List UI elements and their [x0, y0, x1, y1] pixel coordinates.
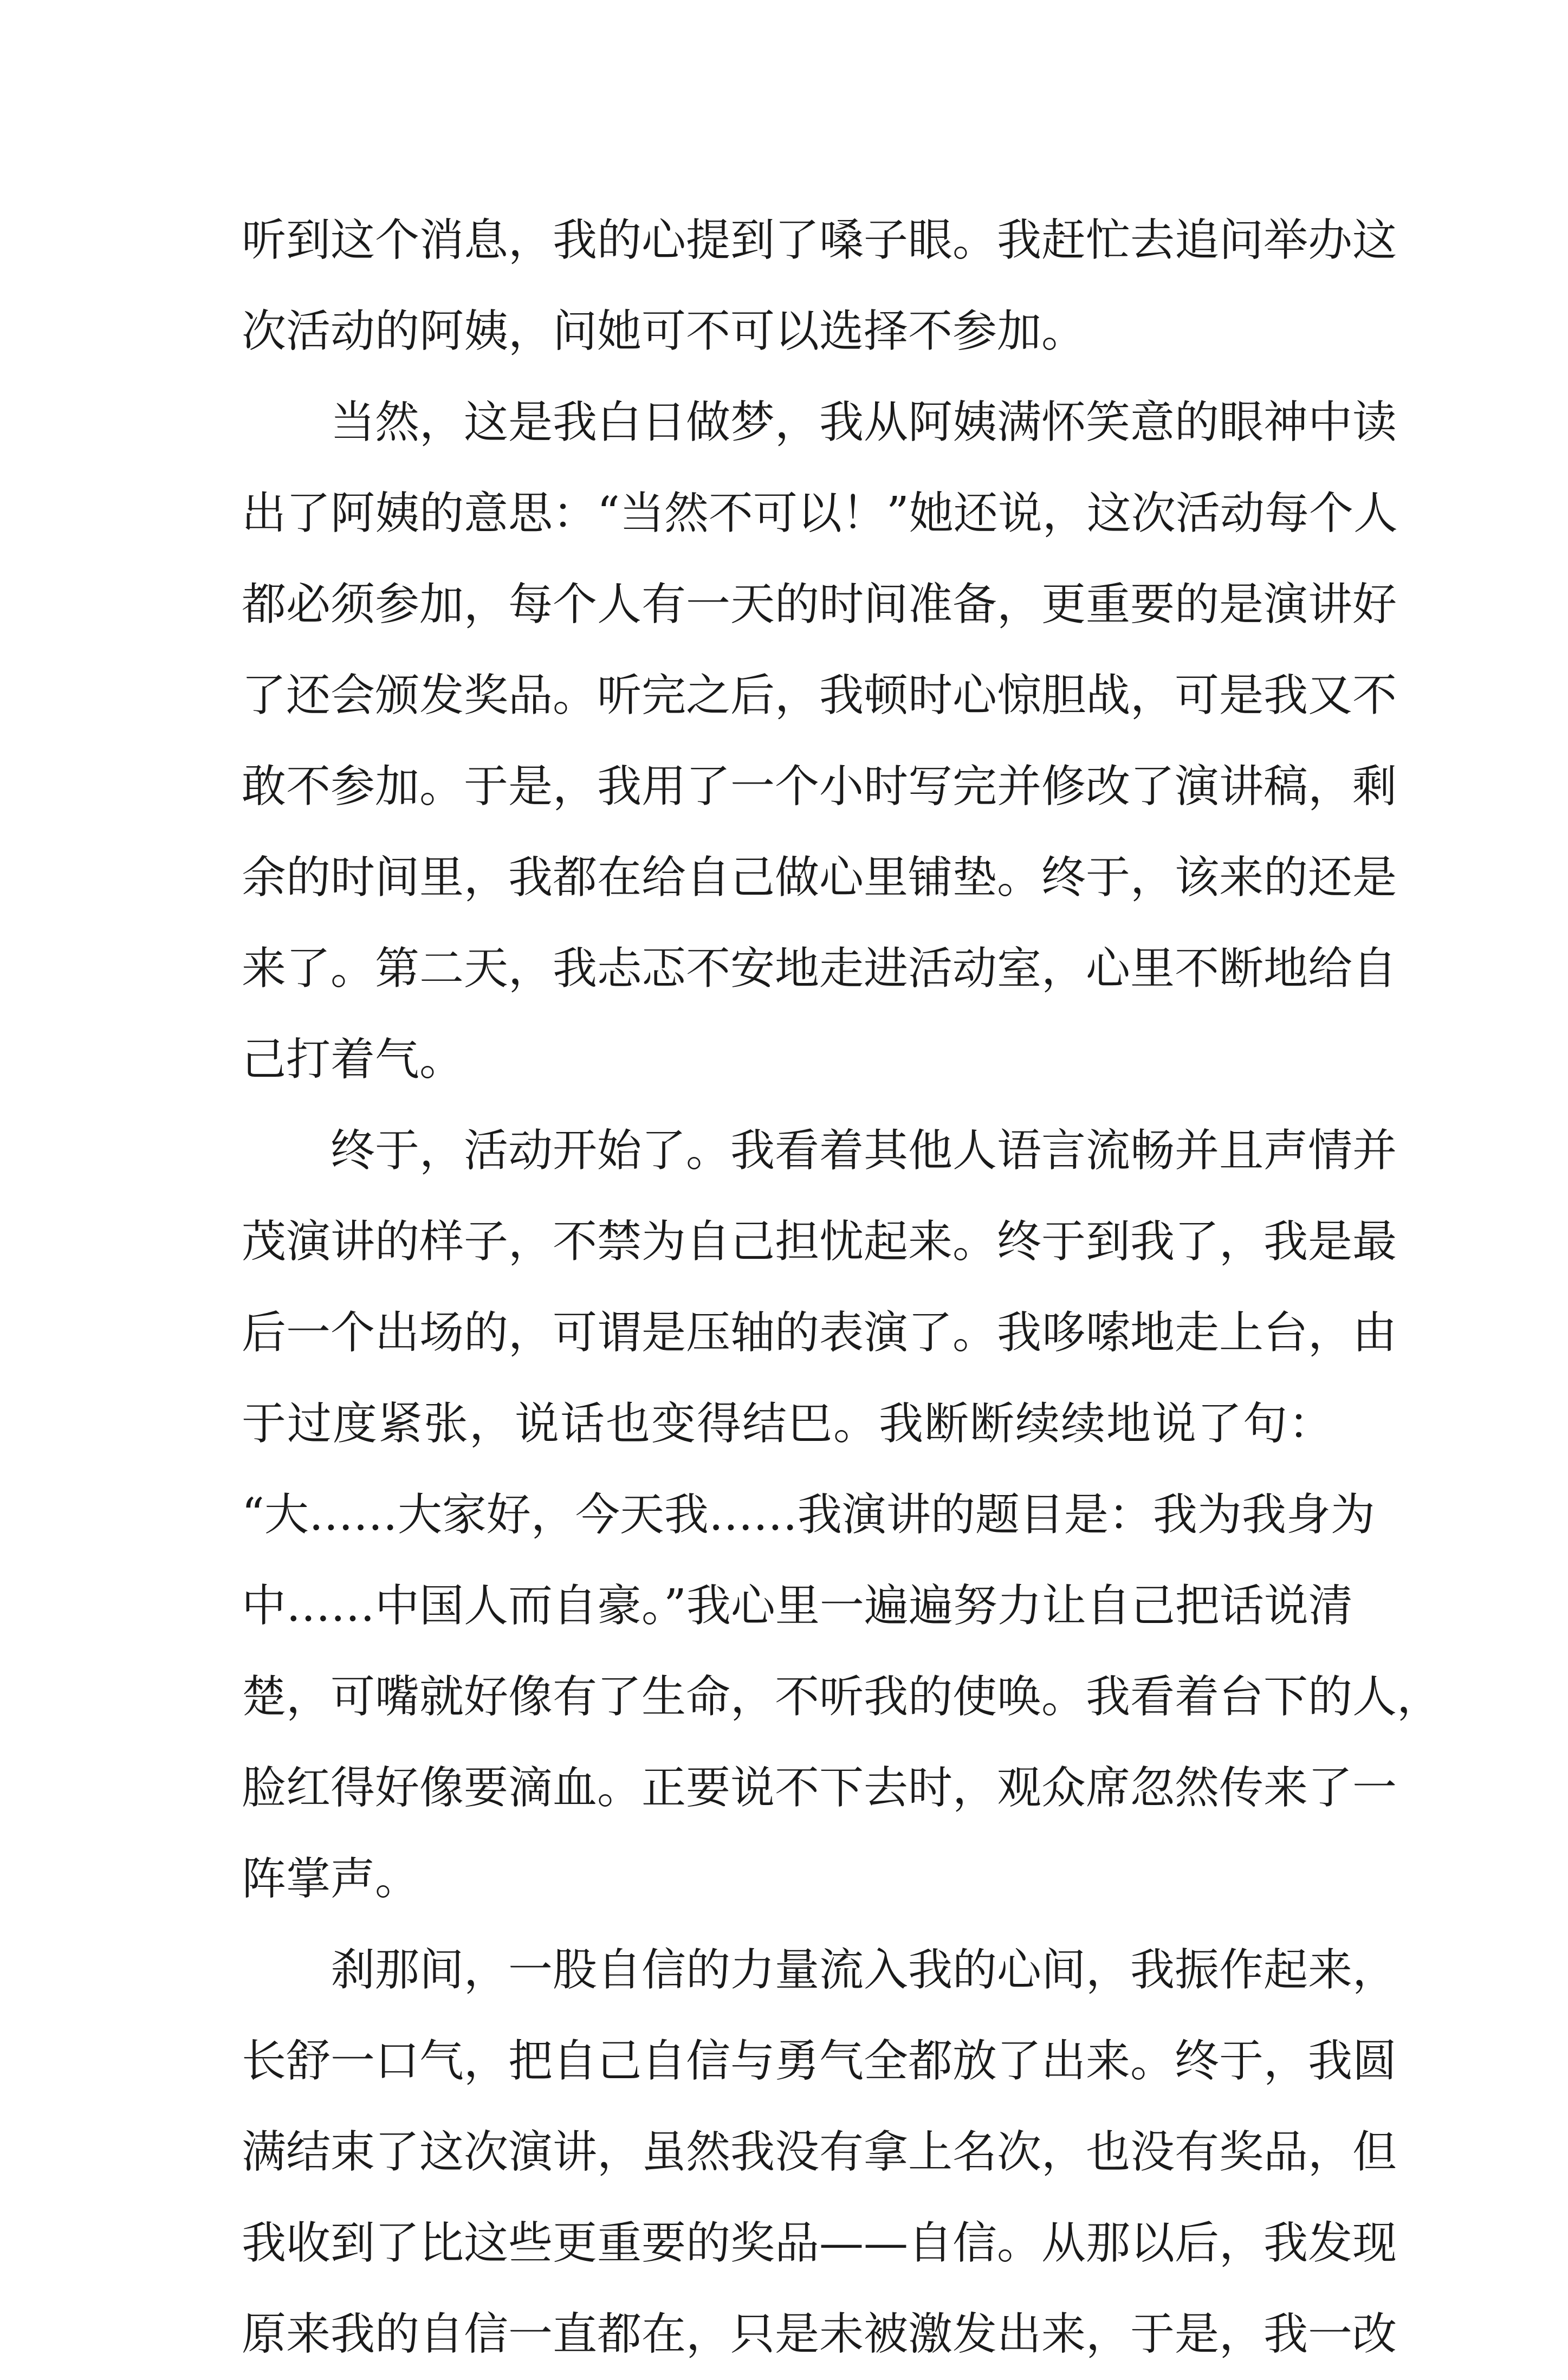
text-line: 于过度紧张，说话也变得结巴。我断断续续地说了句：	[242, 1398, 1333, 1450]
text-line: 都必须参加，每个人有一天的时间准备，更重要的是演讲好	[242, 579, 1397, 630]
text-line: 满结束了这次演讲，虽然我没有拿上名次，也没有奖品，但	[242, 2126, 1397, 2178]
text-line: 阵掌声。	[242, 1853, 420, 1905]
text-line: 出了阿姨的意思：“当然不可以！”她还说，这次活动每个人	[242, 488, 1398, 539]
text-line: 楚，可嘴就好像有了生命，不听我的使唤。我看着台下的人，	[242, 1671, 1442, 1723]
body-text	[242, 195, 1442, 2380]
text-line: 己打着气。	[242, 1034, 464, 1085]
text-line: 了还会颁发奖品。听完之后，我顿时心惊胆战，可是我又不	[242, 670, 1397, 721]
text-line: 次活动的阿姨，问她可不可以选择不参加。	[242, 306, 1086, 357]
paragraph-first-line: 终于，活动开始了。我看着其他人语言流畅并且声情并	[331, 1125, 1397, 1176]
text-line: 后一个出场的，可谓是压轴的表演了。我哆嗦地走上台，由	[242, 1307, 1397, 1359]
text-line: 听到这个消息，我的心提到了嗓子眼。我赶忙去追问举办这	[242, 215, 1397, 266]
text-line: 中……中国人而自豪。”我心里一遍遍努力让自己把话说清	[242, 1580, 1353, 1632]
text-line: 敢不参加。于是，我用了一个小时写完并修改了演讲稿，剩	[242, 761, 1397, 812]
text-line: 我收到了比这些更重要的奖品——自信。从那以后，我发现	[242, 2217, 1397, 2269]
text-line: 茂演讲的样子，不禁为自己担忧起来。终于到我了，我是最	[242, 1216, 1397, 1267]
text-line: 长舒一口气，把自己自信与勇气全都放了出来。终于，我圆	[242, 2035, 1397, 2087]
text-line: 脸红得好像要滴血。正要说不下去时，观众席忽然传来了一	[242, 1762, 1397, 1814]
paragraph-first-line: 当然，这是我白日做梦，我从阿姨满怀笑意的眼神中读	[331, 397, 1397, 448]
text-line: 来了。第二天，我忐忑不安地走进活动室，心里不断地给自	[242, 943, 1397, 994]
text-line: 原来我的自信一直都在，只是未被激发出来，于是，我一改	[242, 2308, 1397, 2360]
paragraph-first-line: 刹那间，一股自信的力量流入我的心间，我振作起来，	[331, 1944, 1397, 1996]
text-line: “大……大家好，今天我……我演讲的题目是：我为我身为	[242, 1489, 1375, 1541]
text-line: 余的时间里，我都在给自己做心里铺垫。终于，该来的还是	[242, 852, 1397, 903]
